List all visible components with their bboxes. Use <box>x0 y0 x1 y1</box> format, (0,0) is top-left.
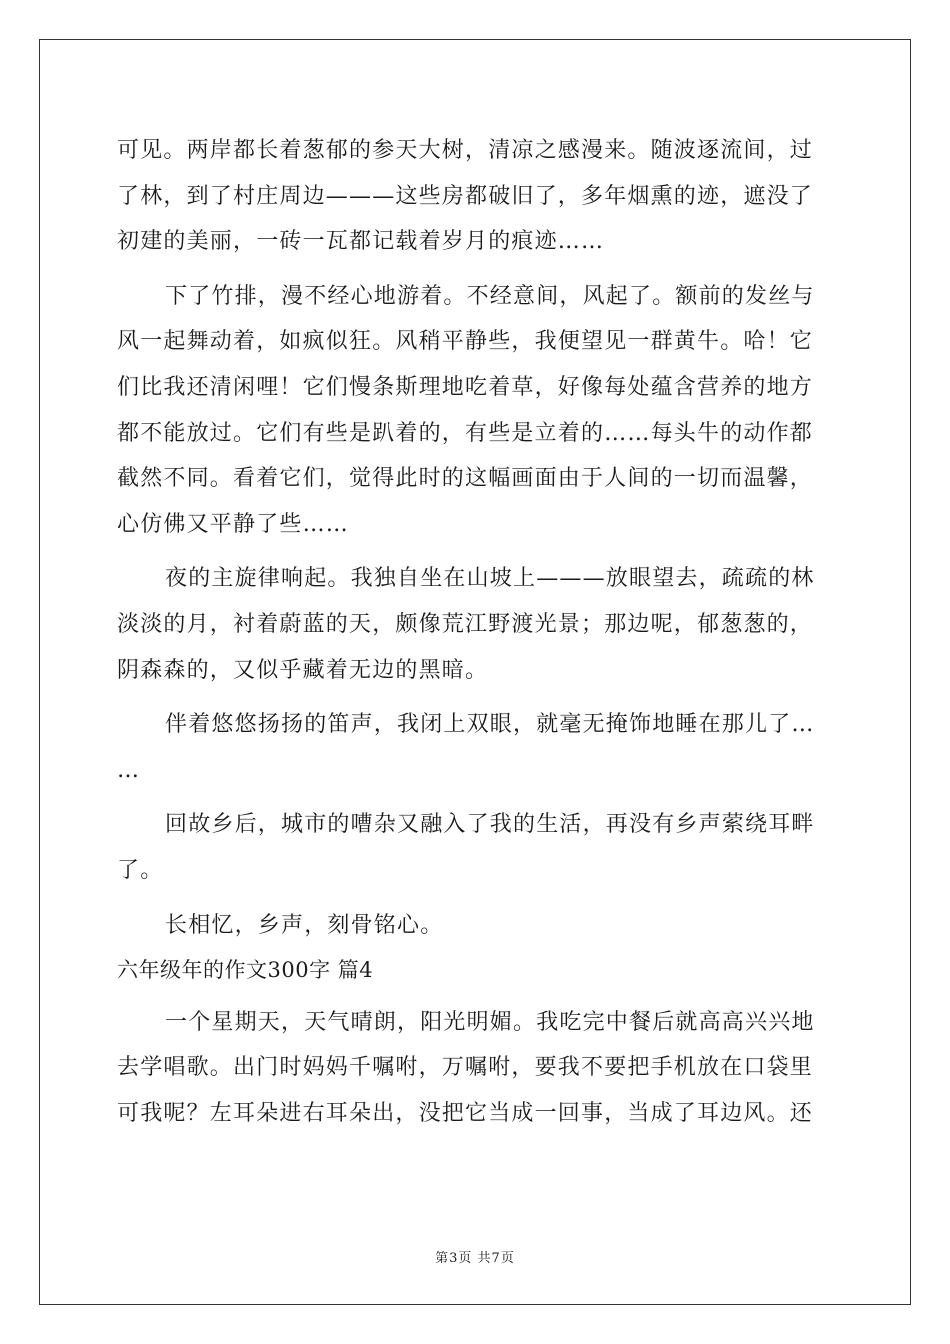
text-line: 初建的美丽，一砖一瓦都记载着岁月的痕迹…… <box>117 229 605 255</box>
text-line: 截然不同。看着它们，觉得此时的这幅画面由于人间的一切而温馨， <box>117 466 814 492</box>
document-body <box>117 128 833 1136</box>
paragraph <box>117 128 833 265</box>
paragraph <box>117 903 833 949</box>
paragraph <box>117 274 833 548</box>
paragraph <box>117 702 833 793</box>
text-line: 了。 <box>117 857 164 883</box>
text-line: 可我呢？左耳朵进右耳朵出，没把它当成一回事，当成了耳边风。还 <box>117 1100 814 1126</box>
text-line: 一个星期天，天气晴朗，阳光明媚。我吃完中餐后就高高兴兴地 <box>165 1009 815 1035</box>
text-line: 阴森森的，又似乎藏着无边的黑暗。 <box>117 657 489 683</box>
text-line: 下了竹排，漫不经心地游着。不经意间，风起了。额前的发丝与 <box>165 283 815 309</box>
text-line: 们比我还清闲哩！它们慢条斯理地吃着草，好像每处蕴含营养的地方 <box>117 374 814 400</box>
page-number-footer: 第3页 共7页 <box>435 1251 515 1266</box>
paragraph <box>117 802 833 893</box>
text-line: 夜的主旋律响起。我独自坐在山坡上———放眼望去，疏疏的林 <box>165 566 815 592</box>
text-line: 长相忆，乡声，刻骨铭心。 <box>165 912 444 938</box>
text-line: 了林，到了村庄周边———这些房都破旧了，多年烟熏的迹，遮没了 <box>117 183 814 209</box>
text-line: 都不能放过。它们有些是趴着的，有些是立着的……每头牛的动作都 <box>117 420 814 446</box>
text-line: 心仿佛又平静了些…… <box>117 511 350 537</box>
text-line: 风一起舞动着，如疯似狂。风稍平静些，我便望见一群黄牛。哈！它 <box>117 329 814 355</box>
text-line: 去学唱歌。出门时妈妈千嘱咐，万嘱咐，要我不要把手机放在口袋里 <box>117 1055 814 1081</box>
text-line: 可见。两岸都长着葱郁的参天大树，清凉之感漫来。随波逐流间，过 <box>117 138 814 163</box>
text-line: 回故乡后，城市的嘈杂又融入了我的生活，再没有乡声萦绕耳畔 <box>165 812 815 838</box>
text-line: 伴着悠悠扬扬的笛声，我闭上双眼，就毫无掩饰地睡在那儿了… <box>165 712 815 738</box>
text-line: … <box>117 757 141 783</box>
text-line: 淡淡的月，衬着蔚蓝的天，颇像荒江野渡光景；那边呢，郁葱葱的， <box>117 611 814 637</box>
section-heading: 六年级年的作文300字 篇4 <box>117 958 374 983</box>
paragraph <box>117 556 833 693</box>
paragraph <box>117 1000 833 1137</box>
